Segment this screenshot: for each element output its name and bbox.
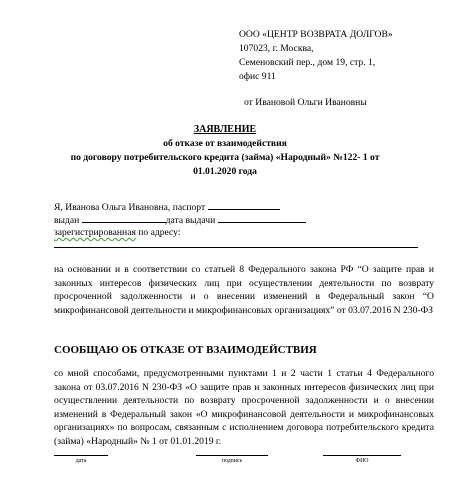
title-line-2: по договору потребительского кредита (займа) «Народный» №122- 1 от bbox=[70, 152, 380, 163]
name-line bbox=[323, 455, 401, 456]
title-line-3: 01.01.2020 года bbox=[193, 166, 257, 177]
recipient-street: Семеновский пер., дом 19, стр. 1, bbox=[239, 57, 376, 68]
applicant-address-line bbox=[54, 227, 181, 238]
issued-date-blank bbox=[218, 213, 306, 223]
address-label: по адресу: bbox=[138, 227, 181, 238]
refusal-paragraph: со мной способами, предусмотренными пунктами 1 и 2 части 1 статьи 4 Федерального закона от 03.07.2016 N 230-ФЗ «О защите прав и законных интересов физических лиц при осуществлении деятельности по возврату просроченной задолженности и о внесении изменений в Федеральный закон «О микрофинансовой деятельности и микрофинансовых организациях» по вопросам, связанным с исполнением договора потребительского кредита (займа) «Народный» № 1 от 01.01.2019 г. bbox=[54, 368, 434, 447]
address-rule bbox=[54, 247, 418, 248]
basis-paragraph: на основании и в соответствии со статьей 8 Федерального закона РФ “О защите прав и законных интересов физических лиц при осуществлении деятельности по возврату просроченной задолженности и о внесении изменений в Федеральный закон “О микрофинансовой деятельности и микрофинансовых организациях” от 03.07.2016 N 230-ФЗ bbox=[54, 264, 434, 316]
issued-blank bbox=[82, 213, 166, 223]
applicant-issued-line bbox=[54, 213, 306, 226]
recipient-city: 107023, г. Москва, bbox=[239, 43, 314, 54]
passport-blank bbox=[208, 200, 280, 210]
issued-date-label: дата выдачи bbox=[165, 215, 216, 226]
registered-label: зарегистрированная bbox=[54, 227, 136, 238]
recipient-company: ООО «ЦЕНТР ВОЗВРАТА ДОЛГОВ» bbox=[239, 29, 393, 40]
issued-label: выдан bbox=[54, 215, 80, 226]
signature-label: подпись bbox=[221, 458, 243, 464]
title-main: ЗАЯВЛЕНИЕ bbox=[193, 124, 257, 135]
title-line-1: об отказе от взаимодействия bbox=[163, 138, 287, 149]
signature-line bbox=[196, 455, 268, 456]
name-label: ФИО bbox=[355, 458, 369, 464]
applicant-name-passport: Я, Иванова Ольга Ивановна, паспорт bbox=[54, 202, 206, 213]
date-label: дата bbox=[75, 458, 87, 464]
applicant-passport-line bbox=[54, 200, 280, 213]
recipient-office: офис 911 bbox=[239, 71, 276, 82]
sender-line: от Ивановой Ольги Ивановны bbox=[244, 97, 367, 108]
date-line bbox=[54, 455, 108, 456]
refusal-heading: СООБЩАЮ ОБ ОТКАЗЕ ОТ ВЗАИМОДЕЙСТВИЯ bbox=[54, 344, 317, 356]
document-title bbox=[0, 123, 450, 179]
